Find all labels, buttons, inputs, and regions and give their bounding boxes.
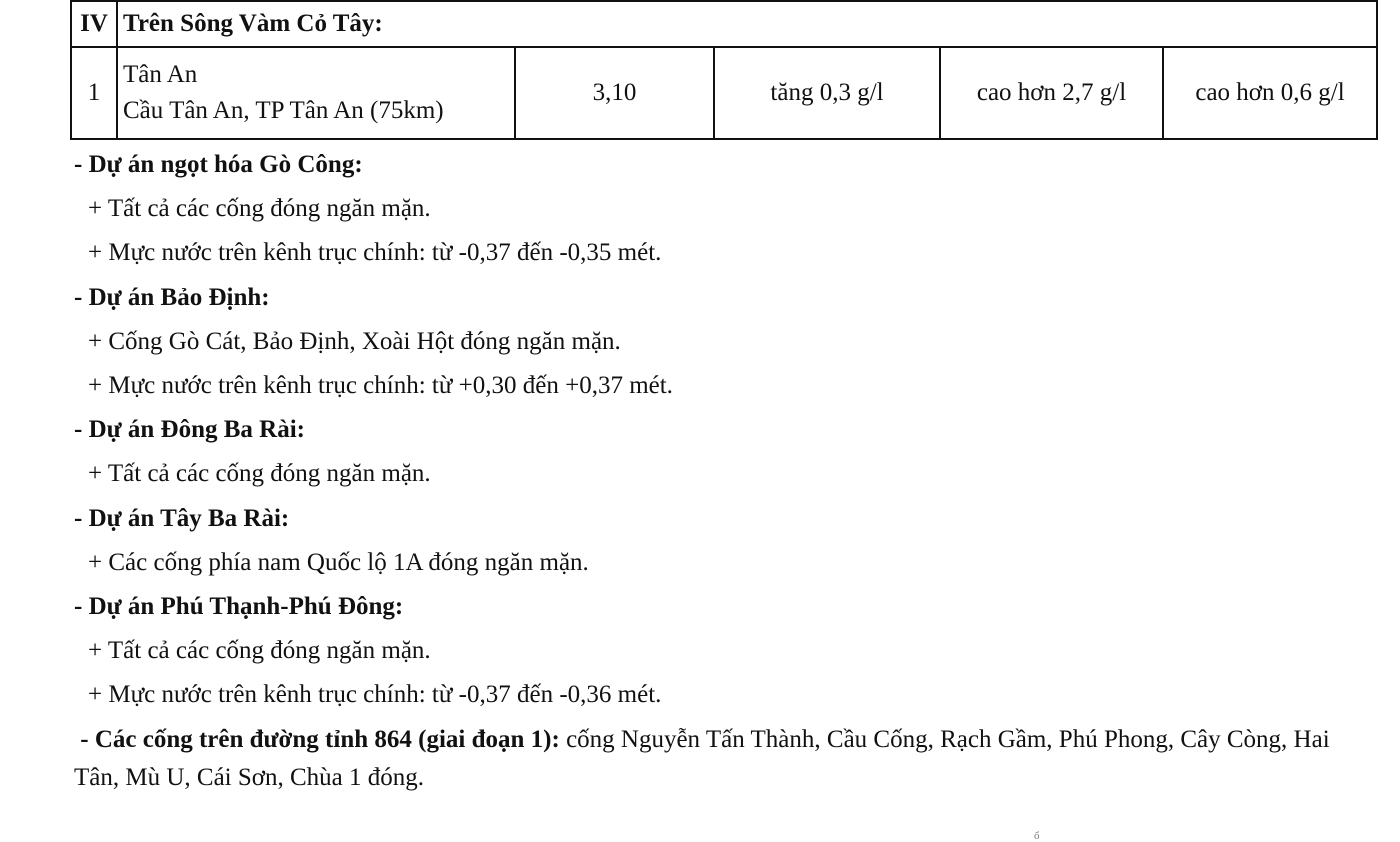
list-item: + Tất cả các cống đóng ngăn mặn. [88, 637, 431, 665]
change-prev-day: tăng 0,3 g/l [714, 47, 940, 139]
project-heading-dong-ba-rai: - Dự án Đông Ba Rài: [74, 416, 305, 444]
compare-cell-1: cao hơn 2,7 g/l [940, 47, 1163, 139]
list-item: + Mực nước trên kênh trục chính: từ +0,30 đến +0,37 mét. [88, 371, 673, 399]
final-note-paragraph [74, 721, 1370, 797]
salinity-table [70, 0, 1378, 140]
list-item: + Cống Gò Cát, Bảo Định, Xoài Hột đóng ngăn mặn. [88, 327, 621, 355]
list-item: + Tất cả các cống đóng ngăn mặn. [88, 460, 431, 488]
final-note-lead: - Các cống trên đường tỉnh 864 (giai đoạn 1): [80, 726, 560, 754]
salinity-value: 3,10 [515, 47, 714, 139]
compare-cell-2: cao hơn 0,6 g/l [1163, 47, 1377, 139]
station-cell [117, 47, 515, 139]
table-row [71, 47, 1377, 139]
cut-off-glyph: ổ [1034, 830, 1040, 842]
station-location: Cầu Tân An, TP Tân An (75km) [123, 97, 444, 124]
project-heading-phu-thanh-phu-dong: - Dự án Phú Thạnh-Phú Đông: [74, 592, 404, 620]
list-item: + Mực nước trên kênh trục chính: từ -0,37 đến -0,35 mét. [88, 239, 662, 267]
final-note-text: cống Nguyễn Tấn Thành, Cầu Cống, Rạch Gầm, Phú Phong, Cây Còng, Hai Tân, Mù U, Cái Sơn, Chùa 1 đóng. [74, 726, 1330, 792]
section-title: Trên Sông Vàm Cỏ Tây: [117, 1, 1377, 47]
project-heading-bao-dinh: - Dự án Bảo Định: [74, 283, 270, 311]
station-name: Tân An [123, 61, 198, 88]
table-section-row [71, 1, 1377, 47]
project-heading-tay-ba-rai: - Dự án Tây Ba Rài: [74, 504, 290, 532]
section-roman-numeral: IV [71, 1, 117, 47]
list-item: + Mực nước trên kênh trục chính: từ -0,37 đến -0,36 mét. [88, 681, 662, 709]
row-number: 1 [71, 47, 117, 139]
project-notes [74, 143, 1370, 797]
list-item: + Các cống phía nam Quốc lộ 1A đóng ngăn mặn. [88, 548, 589, 576]
list-item: + Tất cả các cống đóng ngăn mặn. [88, 195, 431, 223]
project-heading-go-cong: - Dự án ngọt hóa Gò Công: [74, 151, 363, 178]
